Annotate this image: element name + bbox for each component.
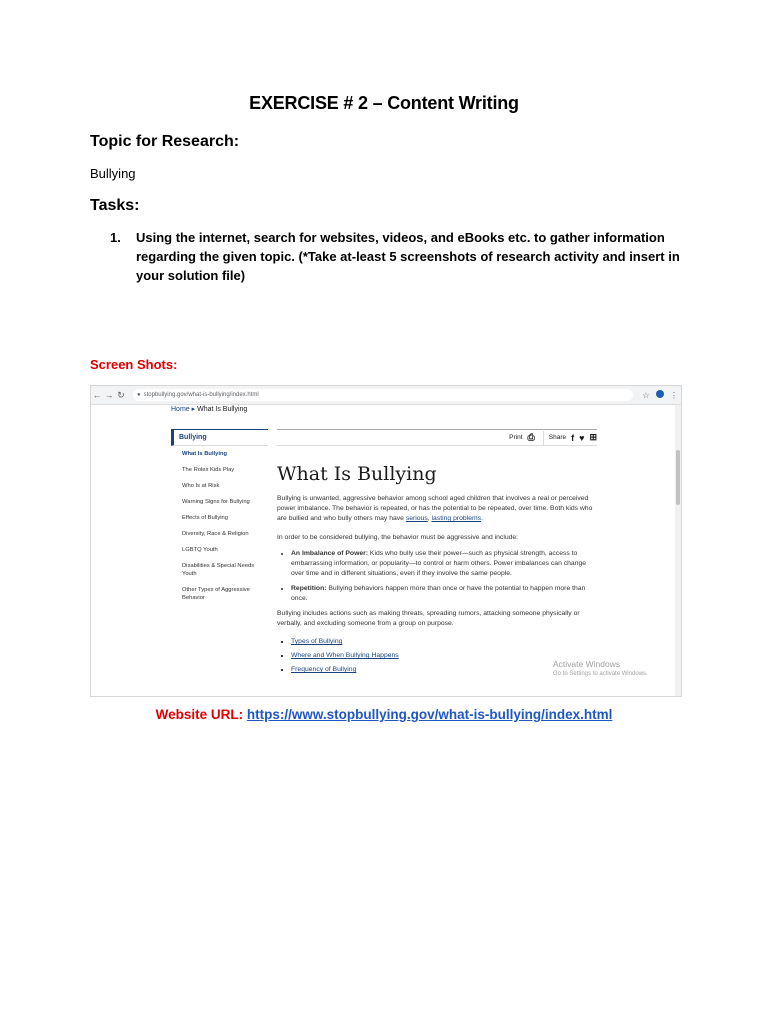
sidenav-item: Other Types of Aggressive Behavior [182, 587, 250, 601]
twitter-icon: ♥ [579, 432, 585, 443]
lock-icon: ● [137, 392, 141, 398]
research-screenshot [90, 385, 682, 697]
article-paragraph: In order to be considered bullying, the behavior must be aggressive and include: [277, 534, 519, 541]
sidenav-item: Who Is at Risk [182, 483, 220, 489]
scrollbar [675, 405, 681, 696]
where-when-link: Where and When Bullying Happens [291, 652, 399, 659]
list-item [291, 549, 597, 579]
article-paragraph: Bullying includes actions such as making threats, spreading rumors, attacking someone physically or verbally, and excluding someone from a group on purpose. [277, 610, 580, 627]
side-navigation [171, 429, 268, 606]
task-text: Using the internet, search for websites, videos, and eBooks etc. to gather information regarding the given topic. (*Take at-least 5 screenshots of research activity and insert in your solution file) [136, 230, 680, 283]
print-icon: ⎙ [527, 432, 535, 442]
task-item [110, 228, 690, 285]
list-item [291, 584, 597, 604]
watermark-title: Activate Windows [553, 659, 621, 669]
share-label: Share [548, 434, 567, 441]
document-title: EXERCISE # 2 – Content Writing [249, 93, 519, 113]
back-icon: ← [92, 390, 102, 400]
sidenav-item: Disabilities & Special Needs Youth [182, 563, 255, 577]
screenshots-label: Screen Shots: [90, 357, 178, 372]
article-heading: What Is Bullying [277, 463, 437, 485]
website-url-line [0, 707, 768, 722]
website-url-link[interactable]: https://www.stopbullying.gov/what-is-bullying/index.html [246, 707, 613, 722]
breadcrumb-chevron-icon: ▸ [191, 406, 198, 413]
list-item [291, 635, 597, 649]
criteria-list [277, 549, 597, 604]
list-item [291, 663, 597, 677]
sidenav-item: Effects of Bullying [182, 515, 228, 521]
related-links [277, 635, 597, 677]
sidenav-item: Diversity, Race & Religion [182, 531, 249, 537]
url-label: Website URL: [155, 707, 244, 722]
serious-link: serious [405, 515, 428, 522]
lasting-problems-link: lasting problems [431, 515, 482, 522]
list-item [291, 649, 597, 663]
tasks-heading: Tasks: [90, 197, 140, 214]
facebook-icon: f [571, 432, 575, 443]
sidenav-heading: Bullying [171, 429, 268, 446]
sidenav-item: Warning Signs for Bullying [182, 499, 250, 505]
article-toolbar [277, 429, 597, 446]
breadcrumb-home: Home [171, 406, 190, 413]
article-paragraph: Bullying is unwanted, aggressive behavior among school aged children that involves a real or perceived power imbalance. The behavior is repeated, or has the potential to be repeated, over time. Both kids who are bullied and who bully others may have serious, lasting problems. [277, 495, 593, 522]
bullet-text: Bullying behaviors happen more than once or have the potential to happen more than once. [291, 585, 586, 602]
task-number: 1. [110, 230, 121, 245]
scrollbar-thumb [676, 450, 680, 505]
print-label: Print [509, 434, 523, 441]
bullet-term: Repetition: [291, 585, 327, 592]
article-content [277, 429, 597, 677]
browser-toolbar [91, 386, 681, 405]
paragraph-end: . [481, 515, 483, 522]
paragraph-text: Bullying is unwanted, aggressive behavior among school aged children that involves a real or perceived power imbalance. The behavior is repeated, or has the potential to be repeated, over time. Both kids who are bullied and who bully others may have [277, 495, 593, 522]
bookmark-star-icon: ☆ [642, 390, 650, 400]
topic-text: Bullying [90, 166, 136, 181]
bullet-text: Kids who bully use their power—such as physical strength, access to embarrassing information, or popularity—to control or harm others. Power imbalances can change over time and in different situations, even if they involve the same people. [291, 550, 587, 577]
activation-watermark [553, 659, 648, 677]
topic-heading: Topic for Research: [90, 133, 240, 150]
sidenav-item: LGBTQ Youth [182, 547, 218, 553]
sidenav-item: The Roles Kids Play [182, 467, 235, 473]
menu-dots-icon: ⋮ [670, 390, 678, 400]
frequency-link: Frequency of Bullying [291, 666, 357, 673]
address-text: stopbullying.gov/what-is-bullying/index.html [143, 392, 259, 398]
forward-icon: → [104, 390, 114, 400]
breadcrumb-current: What Is Bullying [197, 406, 248, 413]
types-of-bullying-link: Types of Bullying [291, 638, 343, 645]
reload-icon: ↻ [117, 389, 125, 400]
breadcrumb [171, 405, 247, 413]
sidenav-item: What Is Bullying [182, 451, 228, 457]
watermark-subtitle: Go to Settings to activate Windows. [553, 671, 648, 677]
plus-icon: ⊞ [589, 432, 597, 442]
profile-icon [656, 390, 664, 398]
address-bar [133, 389, 633, 401]
bullet-term: An Imbalance of Power: [291, 550, 369, 557]
